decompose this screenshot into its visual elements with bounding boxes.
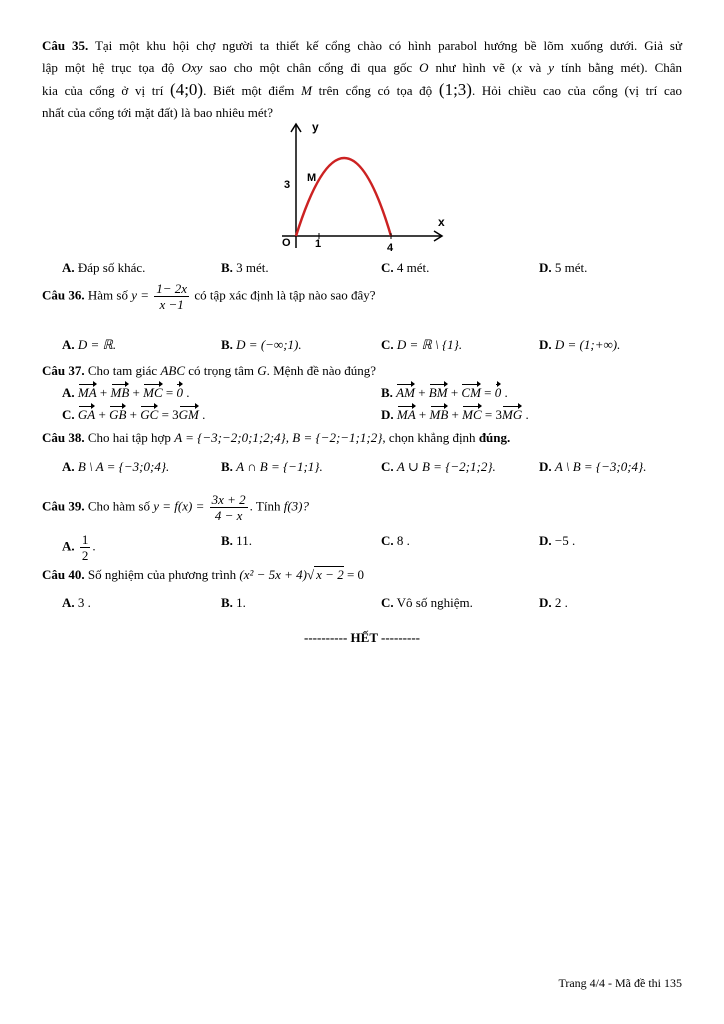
q38-option-a[interactable]: A. B \ A = {−3;0;4}.: [62, 459, 170, 474]
q37-option-c[interactable]: C. GA + GB + GC = 3GM .: [62, 407, 206, 422]
origin-label: O: [282, 237, 291, 249]
q35-option-d[interactable]: D. 5 mét.: [539, 260, 588, 275]
q37-option-b[interactable]: B. AM + BM + CM = 0 .: [381, 385, 508, 400]
q38-option-d[interactable]: D. A \ B = {−3;0;4}.: [539, 459, 647, 474]
q36-option-d[interactable]: D. D = (1;+∞).: [539, 337, 621, 352]
q38-stem: Câu 38. Cho hai tập hợp A = {−3;−2;0;1;2;4}, B = {−2;−1;1;2}, chọn khẳng định đúng.: [42, 430, 511, 445]
q35-line4: nhất của cổng tới mặt đất) là bao nhiêu mét?: [42, 105, 274, 120]
y-label: y: [312, 120, 319, 134]
q40-stem: Câu 40. Số nghiệm của phương trình (x² − 5x + 4)√ x − 2 = 0: [42, 567, 365, 582]
q39-option-d[interactable]: D. −5 .: [539, 533, 576, 548]
q37-option-d[interactable]: D. MA + MB + MC = 3MG .: [381, 407, 529, 422]
q40-option-c[interactable]: C. Vô số nghiệm.: [381, 595, 473, 610]
q39-option-c[interactable]: C. 8 .: [381, 533, 410, 548]
q39-a-fraction: $\frac{1}{2}$: [81, 532, 89, 563]
q36-stem: Câu 36. Hàm số y = $\frac{1- 2x}{x -1}$ có tập xác định là tập nào sao đây?: [42, 281, 376, 312]
q35-option-a[interactable]: A. Đáp số khác.: [62, 260, 146, 275]
q36-option-b[interactable]: B. D = (−∞;1).: [221, 337, 302, 352]
q39-fraction: $\frac{3x + 2}{4 - x}$: [211, 492, 246, 523]
x-label: x: [438, 215, 445, 229]
q36-option-c[interactable]: C. D = ℝ \ {1}.: [381, 337, 463, 352]
tick-x1-label: 1: [315, 238, 322, 250]
q39-stem: Câu 39. Cho hàm số y = f(x) = $\frac{3x + 2}{4 - x}$ . Tính f(3)?: [42, 492, 310, 523]
q38-option-b[interactable]: B. A ∩ B = {−1;1}.: [221, 459, 323, 474]
q39-option-a[interactable]: A. $\frac{1}{2}$ .: [62, 532, 96, 563]
point-m-label: M: [307, 172, 317, 184]
page-footer: Trang 4/4 - Mã đề thi 135: [558, 976, 682, 990]
q35-line3: kia của cổng ở vị trí (4;0). Biết một điểm M trên cổng có tọa độ (1;3). Hỏi chiều cao của cổng (vị trí cao: [42, 80, 682, 99]
q35-label: Câu 35.: [42, 38, 89, 53]
tick-x4-label: 4: [387, 242, 394, 252]
q36-fraction: $\frac{1- 2x}{x -1}$: [156, 281, 188, 312]
q37-stem: Câu 37. Cho tam giác ABC có trọng tâm G. Mệnh đề nào đúng?: [42, 363, 377, 378]
q35-line2: lập một hệ trục tọa độ Oxy sao cho một chân cổng đi qua gốc O như hình vẽ (x và y tính bằng mét). Chân: [42, 60, 683, 75]
tick-y3-label: 3: [284, 179, 291, 191]
q35-option-c[interactable]: C. 4 mét.: [381, 260, 430, 275]
end-marker: ---------- HẾT ---------: [304, 630, 420, 645]
q40-option-b[interactable]: B. 1.: [221, 595, 246, 610]
q36-option-a[interactable]: A. D = ℝ.: [62, 337, 117, 352]
parabola-curve: [296, 158, 391, 236]
parabola-graph: [276, 120, 451, 252]
q35-option-b[interactable]: B. 3 mét.: [221, 260, 269, 275]
q40-option-a[interactable]: A. 3 .: [62, 595, 91, 610]
q40-option-d[interactable]: D. 2 .: [539, 595, 568, 610]
q38-option-c[interactable]: C. A ∪ B = {−2;1;2}.: [381, 459, 496, 474]
q35-line1: Câu 35. Tại một khu hội chợ người ta thiết kế cổng chào có hình parabol hướng bề lõm xuống dưới. Giả sử: [42, 38, 683, 53]
q37-option-a[interactable]: A. MA + MB + MC = 0 .: [62, 385, 190, 400]
q39-option-b[interactable]: B. 11.: [221, 533, 252, 548]
